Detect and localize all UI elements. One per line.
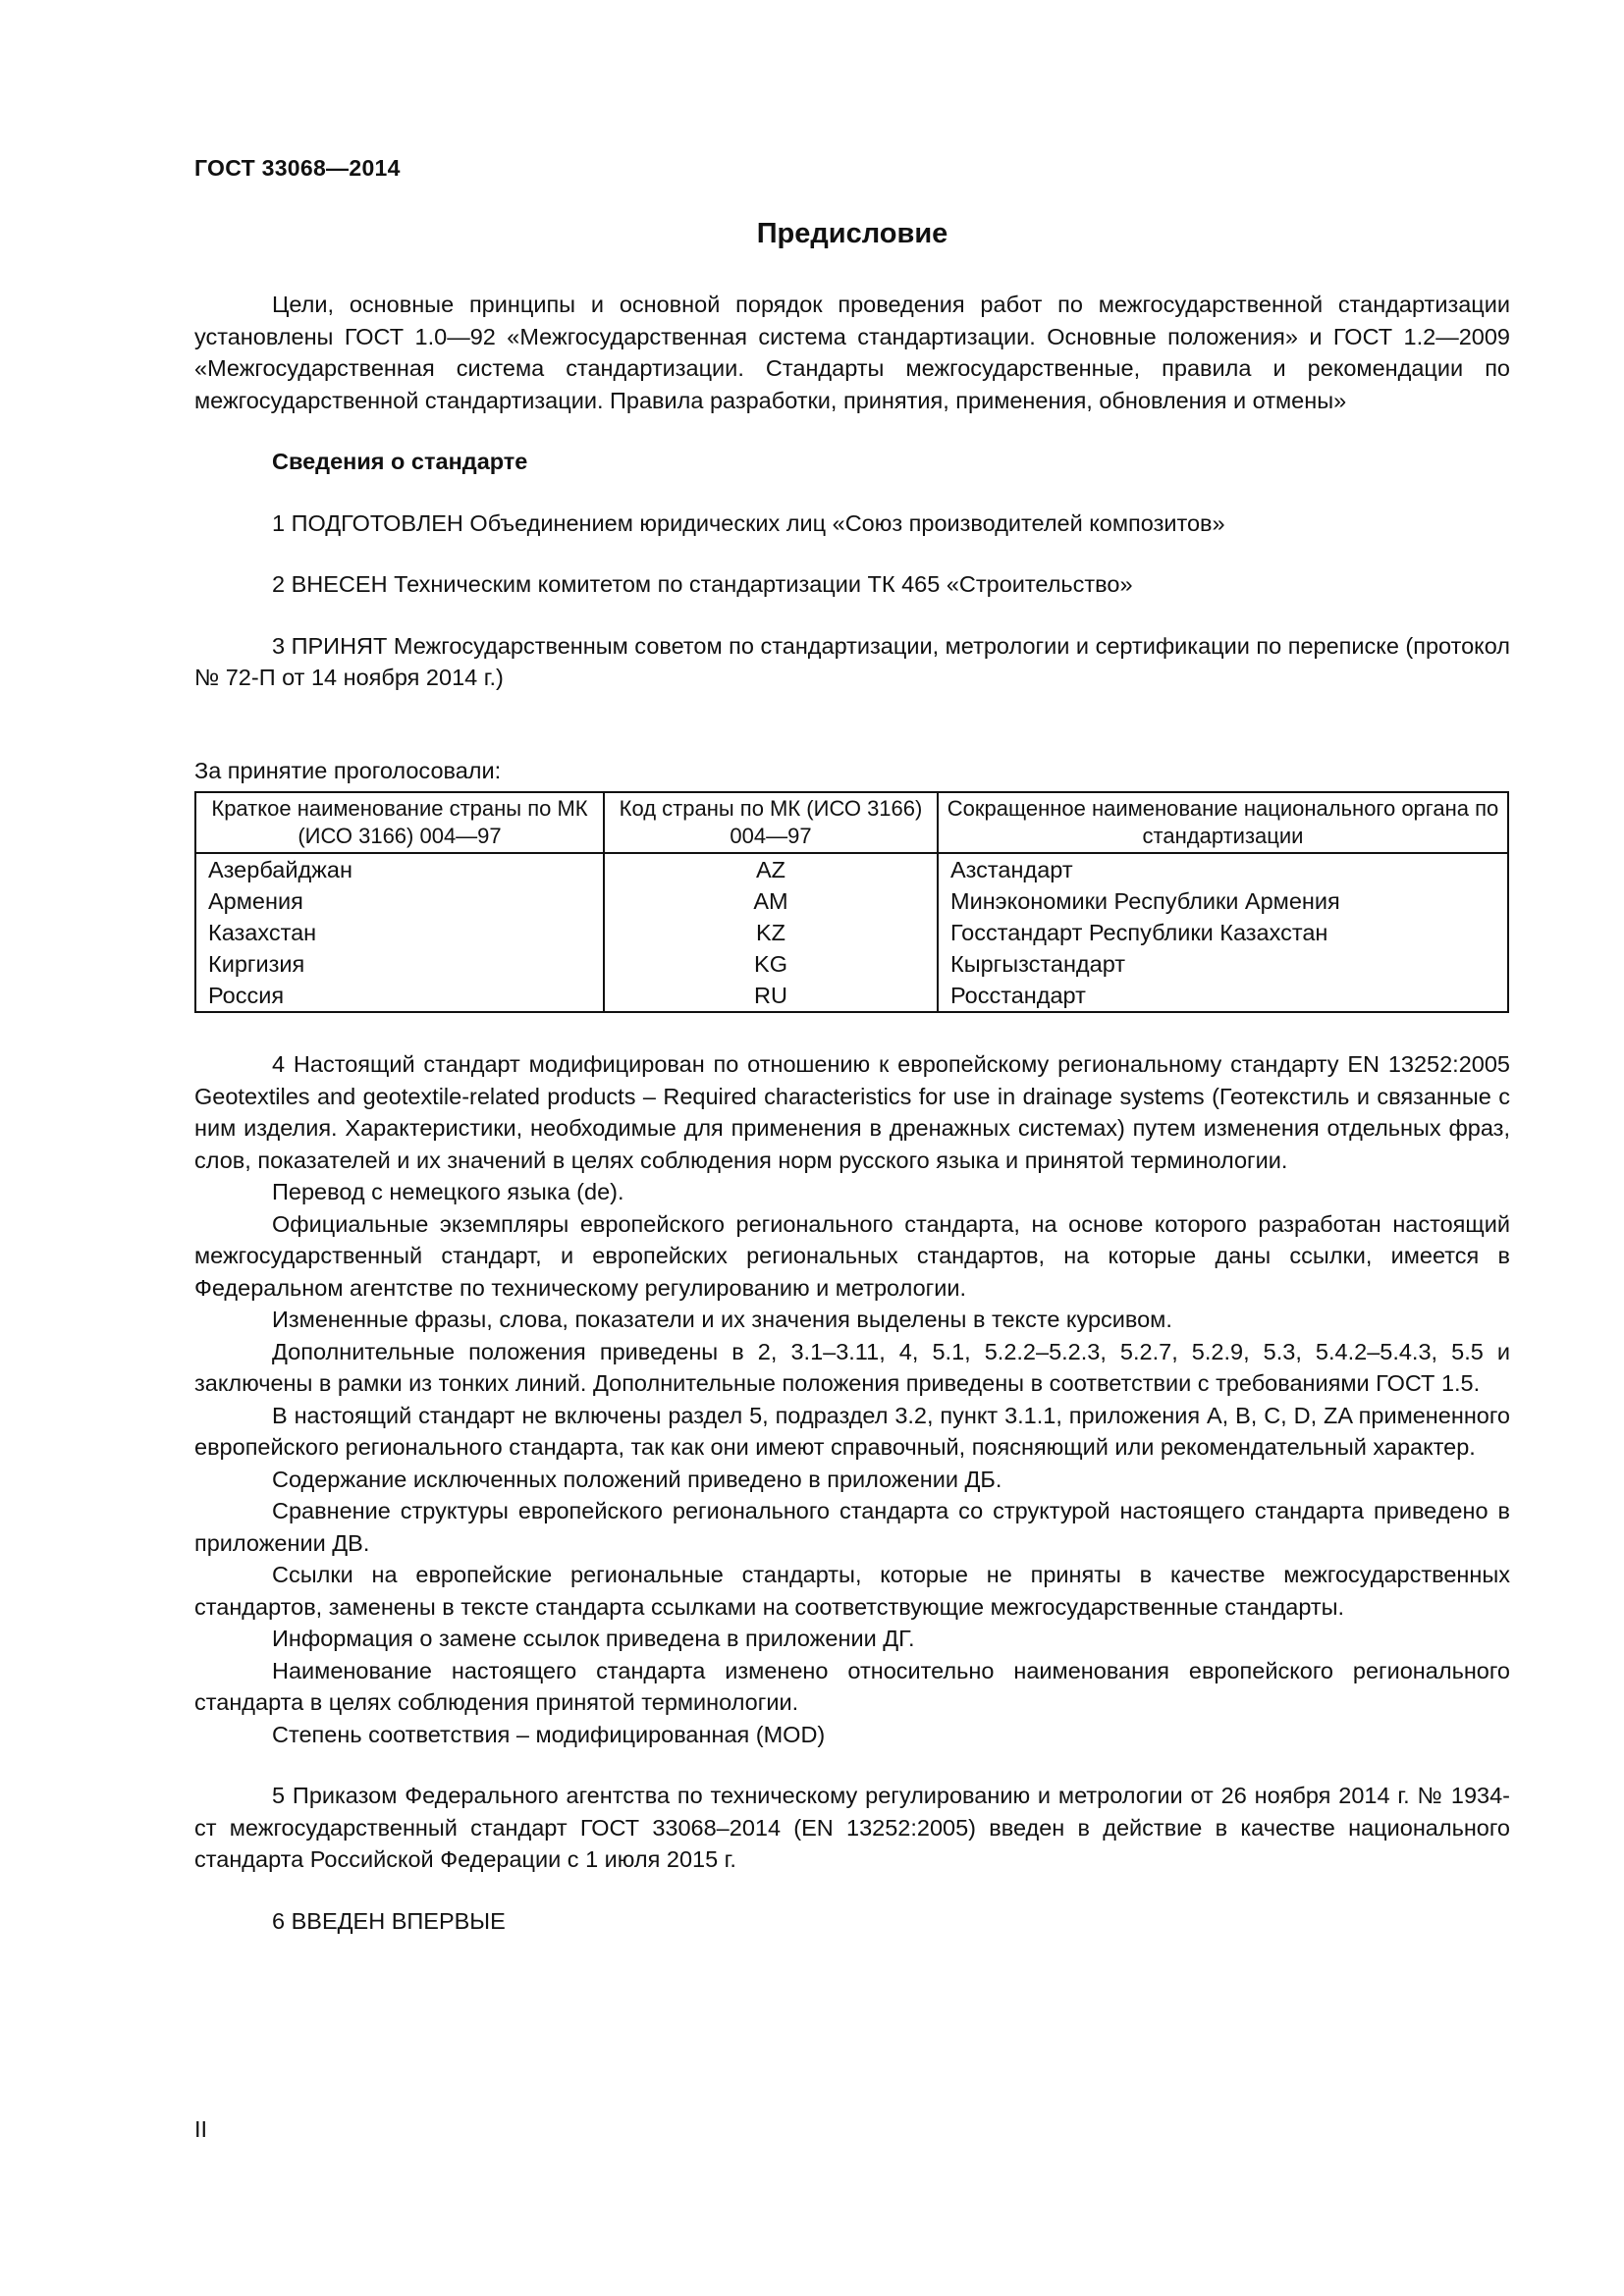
country-cell: Азербайджан — [195, 853, 604, 885]
body-cell: Азстандарт — [938, 853, 1508, 885]
column-header-country: Краткое наименование страны по МК (ИСО 3166) 004—97 — [195, 792, 604, 853]
votes-table — [194, 791, 1509, 1013]
code-cell: AZ — [604, 853, 938, 885]
intro-section — [194, 289, 1510, 694]
column-header-body: Сокращенное наименование национального органа по стандартизации — [938, 792, 1508, 853]
item-2: 2 ВНЕСЕН Техническим комитетом по стандартизации ТК 465 «Строительство» — [272, 571, 1133, 597]
country-cell: Армения — [195, 885, 604, 917]
code-cell: KZ — [604, 917, 938, 948]
item-4-paragraph: Наименование настоящего стандарта изменено относительно наименования европейского регионального стандарта в целях соблюдения принятой терминологии. — [194, 1657, 1510, 1715]
item-4-paragraph: Содержание исключенных положений приведено в приложении ДБ. — [272, 1466, 1002, 1492]
item-4-paragraph: Официальные экземпляры европейского регионального стандарта, на основе которого разработан настоящий межгосударственный стандарт, и европейских региональных стандартов, на которые даны ссылки, имеется в Федеральном агентстве по техническому регулированию и метрологии. — [194, 1210, 1510, 1301]
item-4-section — [194, 1048, 1510, 1937]
table-row — [195, 917, 1508, 948]
intro-paragraph: Цели, основные принципы и основной порядок проведения работ по межгосударственной стандартизации установлены ГОСТ 1.0—92 «Межгосударственная система стандартизации. Основные положения» и ГОСТ 1.2—2009 «Межгосударственная система стандартизации. Стандарты межгосударственные, правила и рекомендации по межгосударственной стандартизации. Правила разработки, принятия, применения, обновления и отмены» — [194, 292, 1510, 413]
item-4-paragraph: Измененные фразы, слова, показатели и их значения выделены в тексте курсивом. — [272, 1307, 1172, 1332]
table-header-row — [195, 792, 1508, 853]
vote-caption: За принятие проголосовали: — [194, 758, 502, 783]
code-cell: RU — [604, 980, 938, 1012]
table-row — [195, 853, 1508, 885]
item-4-paragraph: Информация о замене ссылок приведена в приложении ДГ. — [272, 1626, 915, 1651]
item-4-paragraph: Степень соответствия – модифицированная (MOD) — [272, 1721, 826, 1747]
item-6: 6 ВВЕДЕН ВПЕРВЫЕ — [272, 1907, 506, 1934]
code-cell: KG — [604, 948, 938, 980]
item-4-paragraph: Перевод с немецкого языка (de). — [272, 1179, 624, 1204]
item-5: 5 Приказом Федерального агентства по техническому регулированию и метрологии от 26 ноября 2014 г. № 1934-ст межгосударственный стандарт ГОСТ 33068–2014 (EN 13252:2005) введен в действие в качестве национального стандарта Российской Федерации с 1 июля 2015 г. — [194, 1783, 1510, 1872]
item-4-paragraph: В настоящий стандарт не включены раздел 5, подраздел 3.2, пункт 3.1.1, приложения A, B, C, D, ZA примененного европейского регионального стандарта, так как они имеют справочный, поясняющий или рекомендательный характер. — [194, 1402, 1510, 1460]
country-cell: Казахстан — [195, 917, 604, 948]
item-4-paragraph: Сравнение структуры европейского регионального стандарта со структурой настоящего стандарта приведено в приложении ДВ. — [194, 1498, 1510, 1556]
item-4-paragraph: Ссылки на европейские региональные стандарты, которые не приняты в качестве межгосударственных стандартов, заменены в тексте стандарта ссылками на соответствующие межгосударственные стандарты. — [194, 1562, 1510, 1620]
body-cell: Росстандарт — [938, 980, 1508, 1012]
table-row — [195, 948, 1508, 980]
item-4-paragraph: Дополнительные положения приведены в 2, 3.1–3.11, 4, 5.1, 5.2.2–5.2.3, 5.2.7, 5.2.9, 5.3, 5.4.2–5.4.3, 5.5 и заключены в рамки из тонких линий. Дополнительные положения приведены в соответствии с требованиями ГОСТ 1.5. — [194, 1338, 1510, 1396]
body-cell: Госстандарт Республики Казахстан — [938, 917, 1508, 948]
page-number: II — [194, 2116, 208, 2142]
code-cell: AM — [604, 885, 938, 917]
body-cell: Минэкономики Республики Армения — [938, 885, 1508, 917]
item-1: 1 ПОДГОТОВЛЕН Объединением юридических лиц «Союз производителей композитов» — [272, 509, 1225, 536]
page-title: Предисловие — [756, 218, 948, 249]
document-code: ГОСТ 33068—2014 — [194, 155, 401, 181]
table-row — [195, 885, 1508, 917]
info-heading: Сведения о стандарте — [272, 449, 528, 474]
table-row — [195, 980, 1508, 1012]
column-header-code: Код страны по МК (ИСО 3166) 004—97 — [604, 792, 938, 853]
body-cell: Кыргызстандарт — [938, 948, 1508, 980]
country-cell: Киргизия — [195, 948, 604, 980]
item-3: 3 ПРИНЯТ Межгосударственным советом по стандартизации, метрологии и сертификации по переписке (протокол № 72-П от 14 ноября 2014 г.) — [194, 632, 1510, 690]
country-cell: Россия — [195, 980, 604, 1012]
item-4-paragraph: 4 Настоящий стандарт модифицирован по отношению к европейскому региональному стандарту EN 13252:2005 Geotextiles and geotextile-related products – Required characteristics for use in drainage systems (Геотекстиль и связанные с ним изделия. Характеристики, необходимые для применения в дренажных системах) путем изменения отдельных фраз, слов, показателей и их значений в целях соблюдения норм русского языка и принятой терминологии. — [194, 1051, 1510, 1173]
